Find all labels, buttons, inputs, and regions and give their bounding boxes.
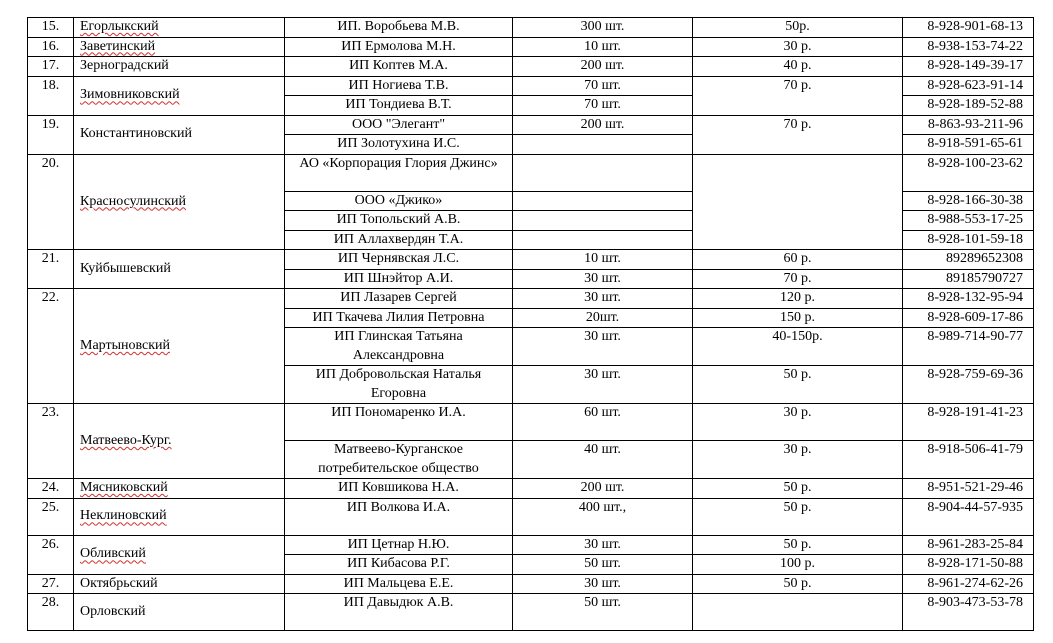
entity-cell[interactable]: ИП Чернявская Л.С. <box>285 250 513 270</box>
quantity-cell[interactable]: 70 шт. <box>513 76 693 96</box>
price-cell[interactable]: 40 р. <box>693 57 903 77</box>
quantity-cell[interactable] <box>513 211 693 231</box>
district-name: Красносулинский <box>80 193 186 209</box>
district-cell[interactable] <box>74 574 285 594</box>
entity-cell[interactable]: ИП Аллахвердян Т.А. <box>285 230 513 250</box>
quantity-cell[interactable]: 200 шт. <box>513 115 693 135</box>
quantity-cell[interactable]: 50 шт. <box>513 555 693 575</box>
phone-cell[interactable]: 8-928-191-41-23 <box>903 404 1034 441</box>
row-number-cell[interactable]: 16. <box>28 37 74 57</box>
quantity-cell[interactable]: 20шт. <box>513 308 693 328</box>
district-cell[interactable] <box>74 154 285 250</box>
entity-cell[interactable]: ИП Ермолова М.Н. <box>285 37 513 57</box>
entity-cell[interactable]: ИП Лазарев Сергей <box>285 289 513 309</box>
district-name: Неклиновский <box>80 508 167 524</box>
table-row <box>28 535 1034 555</box>
district-cell[interactable] <box>74 289 285 404</box>
quantity-cell[interactable] <box>513 191 693 211</box>
table-row <box>28 289 1034 309</box>
entity-cell[interactable]: Матвеево-Курганское потребительское общество <box>285 441 513 479</box>
quantity-cell[interactable]: 30 шт. <box>513 289 693 309</box>
entity-cell[interactable]: ИП Ковшикова Н.А. <box>285 479 513 499</box>
price-cell[interactable]: 50 р. <box>693 535 903 555</box>
price-cell[interactable]: 30 р. <box>693 37 903 57</box>
row-number-cell[interactable]: 23. <box>28 404 74 479</box>
quantity-cell[interactable]: 60 шт. <box>513 404 693 441</box>
quantity-cell[interactable] <box>513 154 693 191</box>
phone-cell[interactable]: 8-928-149-39-17 <box>903 57 1034 77</box>
entity-cell[interactable]: ООО "Элегант" <box>285 115 513 135</box>
phone-cell[interactable]: 8-989-714-90-77 <box>903 328 1034 366</box>
district-name: Зерноградский <box>80 58 169 73</box>
phone-cell[interactable]: 8-904-44-57-935 <box>903 498 1034 535</box>
quantity-cell[interactable]: 10 шт. <box>513 37 693 57</box>
phone-cell[interactable]: 8-928-166-30-38 <box>903 191 1034 211</box>
price-cell[interactable] <box>693 154 903 250</box>
quantity-cell[interactable] <box>513 135 693 155</box>
document-table <box>27 17 1034 631</box>
price-cell[interactable]: 50р. <box>693 18 903 38</box>
price-cell[interactable]: 150 р. <box>693 308 903 328</box>
quantity-cell[interactable]: 400 шт., <box>513 498 693 535</box>
phone-cell[interactable]: 8-903-473-53-78 <box>903 594 1034 631</box>
phone-cell[interactable]: 8-951-521-29-46 <box>903 479 1034 499</box>
quantity-cell[interactable]: 70 шт. <box>513 96 693 116</box>
entity-cell[interactable]: ИП Глинская Татьяна Александровна <box>285 328 513 366</box>
district-cell[interactable] <box>74 37 285 57</box>
district-cell[interactable] <box>74 535 285 574</box>
entity-cell[interactable]: ИП Ткачева Лилия Петровна <box>285 308 513 328</box>
phone-cell[interactable]: 8-928-609-17-86 <box>903 308 1034 328</box>
table-row <box>28 115 1034 135</box>
price-cell[interactable]: 30 р. <box>693 404 903 441</box>
table-row <box>28 76 1034 96</box>
table-row <box>28 479 1034 499</box>
entity-cell[interactable]: ИП Пономаренко И.А. <box>285 404 513 441</box>
table-row <box>28 57 1034 77</box>
phone-cell[interactable]: 8-918-591-65-61 <box>903 135 1034 155</box>
phone-cell[interactable]: 8-928-189-52-88 <box>903 96 1034 116</box>
entity-cell[interactable]: ИП Ногиева Т.В. <box>285 76 513 96</box>
quantity-cell[interactable]: 30 шт. <box>513 574 693 594</box>
price-cell[interactable]: 50 р. <box>693 574 903 594</box>
row-number-cell[interactable]: 18. <box>28 76 74 115</box>
phone-cell[interactable]: 8-928-101-59-18 <box>903 230 1034 250</box>
price-cell[interactable]: 50 р. <box>693 366 903 404</box>
district-cell[interactable] <box>74 404 285 479</box>
quantity-cell[interactable]: 30 шт. <box>513 269 693 289</box>
table-row <box>28 574 1034 594</box>
phone-cell[interactable]: 8-928-100-23-62 <box>903 154 1034 191</box>
phone-cell[interactable]: 8-988-553-17-25 <box>903 211 1034 231</box>
district-name: Куйбышевский <box>80 260 171 276</box>
quantity-cell[interactable]: 30 шт. <box>513 328 693 366</box>
district-name: Егорлыкский <box>80 19 159 34</box>
phone-cell[interactable]: 8-928-901-68-13 <box>903 18 1034 38</box>
district-cell[interactable] <box>74 479 285 499</box>
entity-cell[interactable]: ИП Кибасова Р.Г. <box>285 555 513 575</box>
entity-cell[interactable]: АО «Корпорация Глория Джинс» <box>285 154 513 191</box>
price-cell[interactable]: 50 р. <box>693 479 903 499</box>
district-cell[interactable] <box>74 115 285 154</box>
phone-cell[interactable]: 8-918-506-41-79 <box>903 441 1034 479</box>
entity-cell[interactable]: ИП. Воробьева М.В. <box>285 18 513 38</box>
phone-cell[interactable]: 8-928-132-95-94 <box>903 289 1034 309</box>
price-cell[interactable]: 50 р. <box>693 498 903 535</box>
phone-cell[interactable]: 8-961-274-62-26 <box>903 574 1034 594</box>
phone-cell[interactable]: 8-928-171-50-88 <box>903 555 1034 575</box>
district-name: Заветинский <box>80 38 156 54</box>
row-number-cell[interactable]: 28. <box>28 594 74 631</box>
row-number-cell[interactable]: 26. <box>28 535 74 574</box>
phone-cell[interactable]: 8-863-93-211-96 <box>903 115 1034 135</box>
row-number-cell[interactable]: 19. <box>28 115 74 154</box>
district-cell[interactable] <box>74 57 285 77</box>
quantity-cell[interactable]: 30 шт. <box>513 535 693 555</box>
price-cell[interactable]: 60 р. <box>693 250 903 270</box>
district-name: Орловский <box>80 603 146 619</box>
phone-cell[interactable]: 8-938-153-74-22 <box>903 37 1034 57</box>
entity-cell[interactable]: ИП Цетнар Н.Ю. <box>285 535 513 555</box>
district-name: Зимовниковский <box>80 87 180 103</box>
district-name: Обливский <box>80 546 146 562</box>
phone-cell[interactable]: 89289652308 <box>903 250 1034 270</box>
quantity-cell[interactable]: 50 шт. <box>513 594 693 631</box>
price-cell[interactable] <box>693 594 903 631</box>
entity-cell[interactable]: ИП Золотухина И.С. <box>285 135 513 155</box>
price-cell[interactable]: 70 р. <box>693 115 903 154</box>
phone-cell[interactable]: 89185790727 <box>903 269 1034 289</box>
entity-cell[interactable]: ИП Топольский А.В. <box>285 211 513 231</box>
price-cell[interactable]: 120 р. <box>693 289 903 309</box>
quantity-cell[interactable]: 40 шт. <box>513 441 693 479</box>
district-name: Октябрьский <box>80 575 158 591</box>
district-cell[interactable] <box>74 250 285 289</box>
quantity-cell[interactable]: 200 шт. <box>513 479 693 499</box>
district-cell[interactable] <box>74 498 285 535</box>
row-number-cell[interactable]: 21. <box>28 250 74 289</box>
table-row <box>28 18 1034 38</box>
quantity-cell[interactable]: 30 шт. <box>513 366 693 404</box>
price-cell[interactable]: 100 р. <box>693 555 903 575</box>
district-name: Матвеево-Кург. <box>80 432 172 448</box>
district-name: Константиновский <box>80 126 192 142</box>
entity-cell[interactable]: ИП Шнэйтор А.И. <box>285 269 513 289</box>
quantity-cell[interactable]: 200 шт. <box>513 57 693 77</box>
entity-cell[interactable]: ИП Волкова И.А. <box>285 498 513 535</box>
price-cell[interactable]: 30 р. <box>693 441 903 479</box>
phone-cell[interactable]: 8-928-759-69-36 <box>903 366 1034 404</box>
table-row <box>28 404 1034 441</box>
table-row <box>28 250 1034 270</box>
table-body <box>28 18 1034 631</box>
table-row <box>28 594 1034 631</box>
table-row <box>28 498 1034 535</box>
entity-cell[interactable]: ИП Коптев М.А. <box>285 57 513 77</box>
row-number-cell[interactable]: 15. <box>28 18 74 38</box>
entity-cell[interactable]: ИП Добровольская Наталья Егоровна <box>285 366 513 404</box>
entity-cell[interactable]: ИП Тондиева В.Т. <box>285 96 513 116</box>
district-cell[interactable] <box>74 18 285 38</box>
entity-cell[interactable]: ООО «Джико» <box>285 191 513 211</box>
row-number-cell[interactable]: 17. <box>28 57 74 77</box>
quantity-cell[interactable]: 300 шт. <box>513 18 693 38</box>
row-number-cell[interactable]: 25. <box>28 498 74 535</box>
district-cell[interactable] <box>74 76 285 115</box>
phone-cell[interactable]: 8-928-623-91-14 <box>903 76 1034 96</box>
price-cell[interactable]: 70 р. <box>693 76 903 115</box>
district-name: Мясниковский <box>80 480 168 495</box>
row-number-cell[interactable]: 20. <box>28 154 74 250</box>
quantity-cell[interactable]: 10 шт. <box>513 250 693 270</box>
row-number-cell[interactable]: 22. <box>28 289 74 404</box>
row-number-cell[interactable]: 27. <box>28 574 74 594</box>
price-cell[interactable]: 70 р. <box>693 269 903 289</box>
entity-cell[interactable]: ИП Мальцева Е.Е. <box>285 574 513 594</box>
district-cell[interactable] <box>74 594 285 631</box>
row-number-cell[interactable]: 24. <box>28 479 74 499</box>
table-row <box>28 154 1034 191</box>
entity-cell[interactable]: ИП Давыдюк А.В. <box>285 594 513 631</box>
phone-cell[interactable]: 8-961-283-25-84 <box>903 535 1034 555</box>
district-name: Мартыновский <box>80 337 171 353</box>
price-cell[interactable]: 40-150р. <box>693 328 903 366</box>
quantity-cell[interactable] <box>513 230 693 250</box>
table-row <box>28 37 1034 57</box>
